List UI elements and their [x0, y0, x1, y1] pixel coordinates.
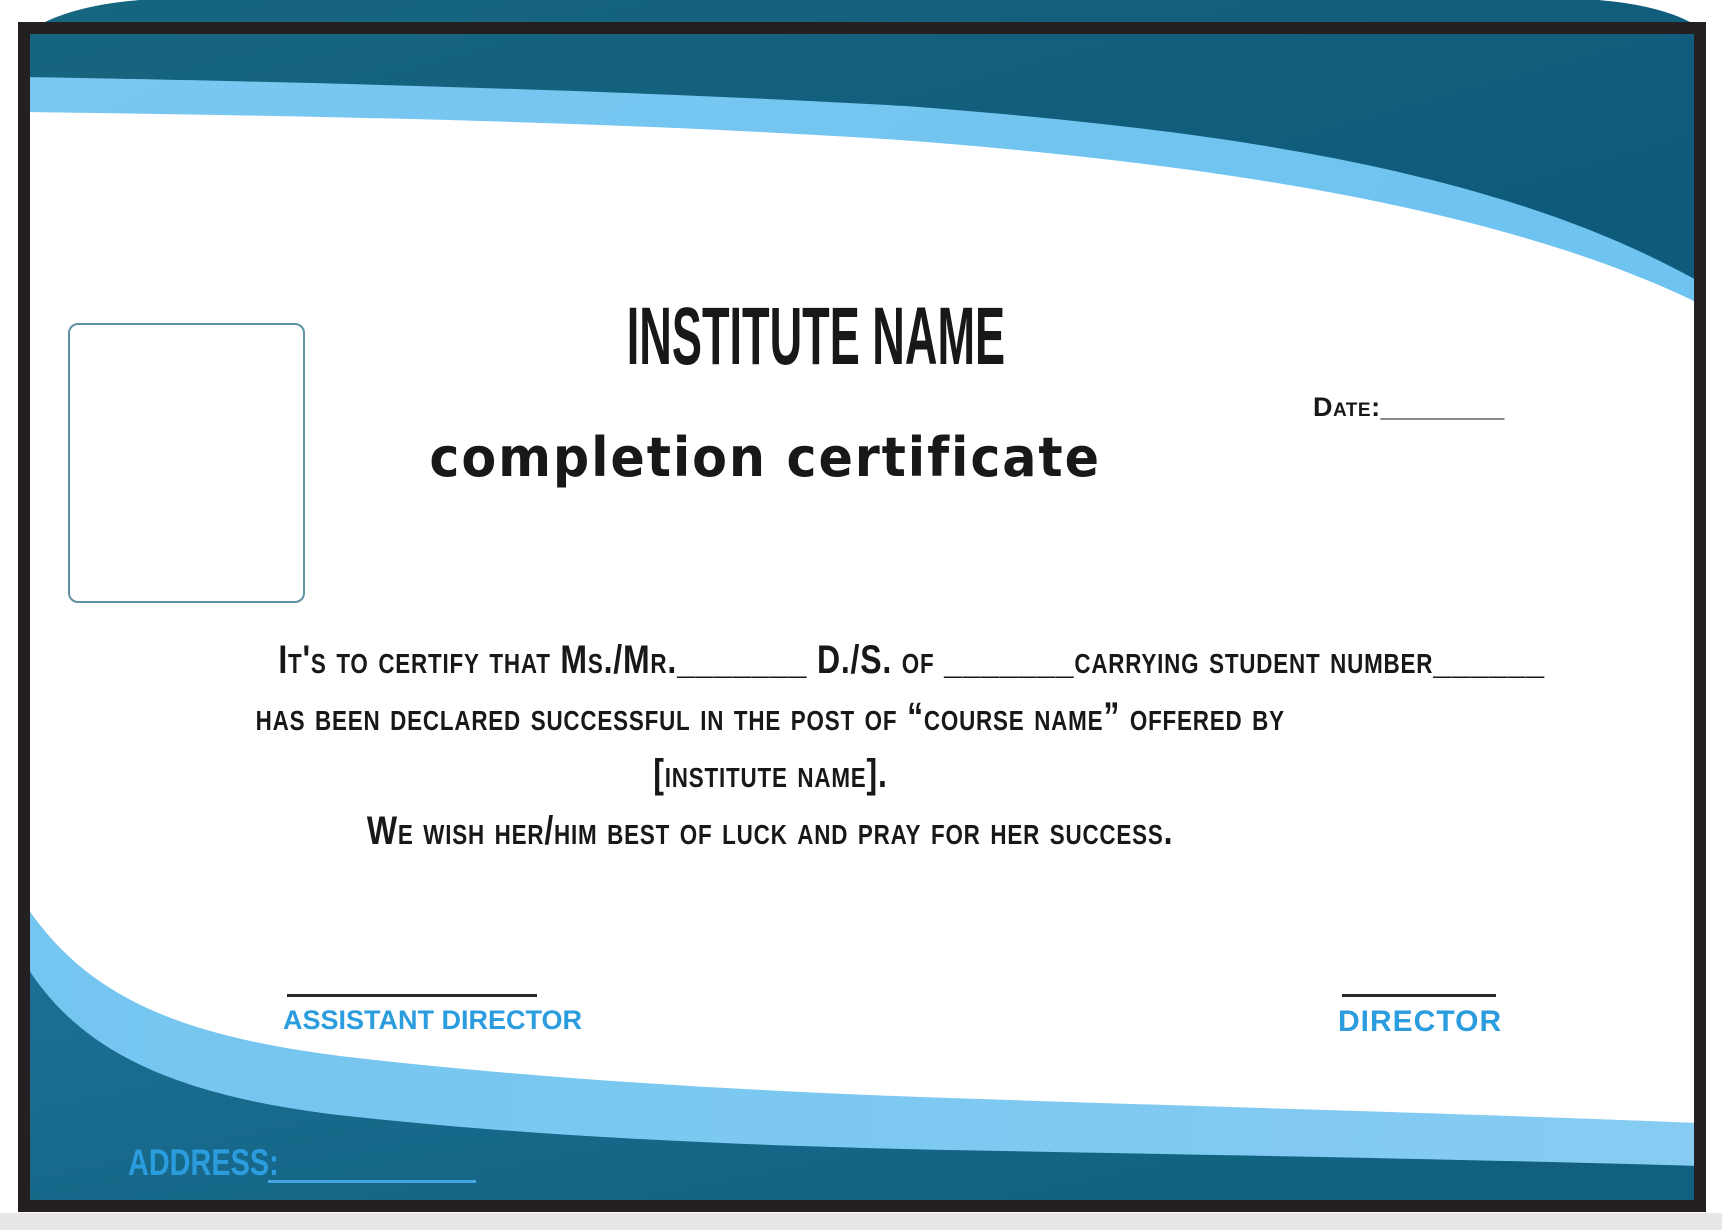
bottom-margin-strip — [0, 1213, 1722, 1230]
certificate-subtitle-text: completion certificate — [429, 426, 1101, 489]
certificate-body — [120, 632, 1545, 860]
body-line-2 — [120, 689, 1420, 746]
assistant-director-signature-block — [283, 994, 583, 1036]
institute-name-title — [461, 291, 1171, 382]
top-darkteal-band — [24, 0, 1700, 282]
address-blank-field — [268, 1180, 476, 1183]
address-label: ADDRESS: — [128, 1142, 279, 1183]
body-line-4-text: We wish her/him best of luck and pray for her success. — [366, 809, 1174, 853]
date-line — [1313, 392, 1573, 423]
body-line-2-text: has been declared successful in the post of “course name” offered by — [255, 695, 1285, 739]
date-blank-field: ________ — [1380, 392, 1505, 422]
date-label: Date: — [1313, 392, 1381, 422]
director-signature-block — [1338, 994, 1503, 1039]
photo-placeholder-box — [68, 323, 305, 603]
body-line-1-text: It's to certify that Ms./Mr._______ D./S. of _______carrying student number______ — [278, 638, 1545, 682]
director-label: DIRECTOR — [1338, 1005, 1503, 1038]
institute-name-text: INSTITUTE NAME — [626, 291, 1006, 382]
certificate-subtitle — [365, 428, 1165, 487]
body-line-3 — [120, 746, 1420, 803]
body-line-3-text: [institute name]. — [652, 752, 888, 796]
body-line-4 — [120, 803, 1420, 860]
assistant-director-label: ASSISTANT DIRECTOR — [283, 1005, 583, 1035]
body-line-1 — [120, 632, 1545, 689]
director-signature-line — [1342, 994, 1496, 997]
address-line — [128, 1142, 321, 1184]
assistant-director-signature-line — [287, 994, 537, 997]
